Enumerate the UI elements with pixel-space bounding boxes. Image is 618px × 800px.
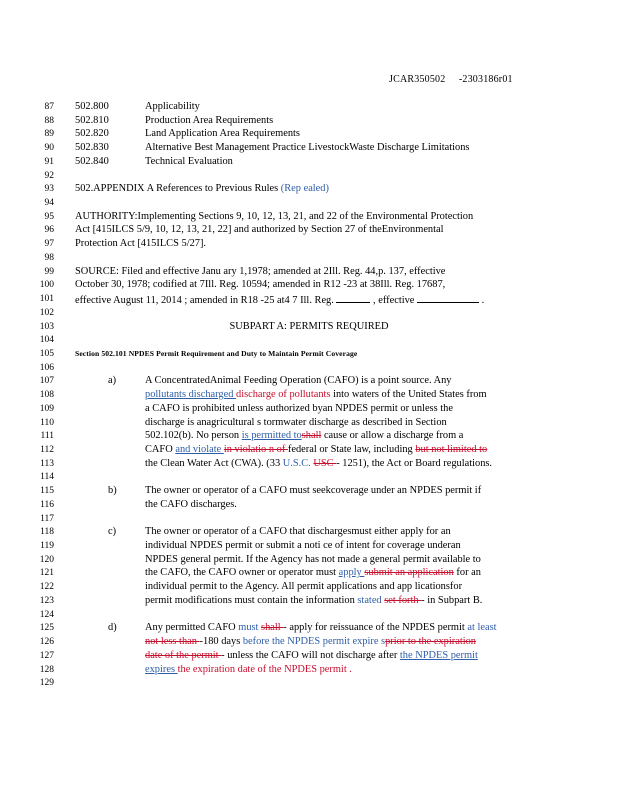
deleted-text: not less than [145,636,200,648]
section-title: Alternative Best Management Practice LivestockWaste Discharge Limitations [145,142,470,154]
line-number: 124 [39,609,54,620]
document-line [0,525,618,539]
line-number: 97 [44,239,54,250]
text-run: Protection Act [415ILCS 5/27]. [75,238,207,250]
line-number: 98 [44,252,54,263]
text-run: 502.800 [75,101,109,112]
line-number: 117 [40,513,54,524]
document-line [0,100,618,114]
deleted-text: prior to the expiration [385,636,477,648]
line-text [75,114,109,128]
text-run: - 1251), the Act or Board regulations. [336,457,493,469]
text-run: cause or allow a discharge from a [321,430,464,442]
line-text [145,594,482,608]
line-text [75,347,357,361]
line-number: 90 [44,143,54,154]
line-text [75,155,109,169]
document-line [0,155,618,169]
line-text [145,498,237,512]
text-run: NPDES general permit. If the Agency has not made a general permit available to [145,553,481,565]
line-text [145,402,453,416]
text-run: a CAFO is prohibited unless authorized byan NPDES permit or unless the [145,402,453,414]
line-text [145,539,461,553]
line-number: 111 [40,431,54,442]
text-run: for an [453,567,481,579]
blank-field [417,292,479,303]
line-number: 103 [39,321,54,332]
document-line [0,306,618,320]
line-number: 105 [39,348,54,359]
line-number: 106 [39,362,54,373]
line-text [75,127,109,141]
subsection-label: d) [108,622,117,634]
text-run: the CAFO discharges. [145,498,237,510]
document-line [0,553,618,567]
section-title: Production Area Requirements [145,114,274,126]
text-run: SOURCE: Filed and effective Janu ary 1,1978; amended at 2Ill. Reg. 44,p. 137, effective [75,265,446,277]
text-run: AUTHORITY:Implementing Sections 9, 10, 12, 13, 21, and 22 of the Environmental Protection [75,210,474,222]
text-run: before the NPDES permit expire s [242,636,386,648]
line-text [145,649,478,663]
text-run: must [238,622,262,634]
line-number: 96 [44,225,54,236]
document-line [0,443,618,457]
section-title: Applicability [145,101,200,112]
text-run: federal or State law, including [287,444,416,455]
text-run: A ConcentratedAnimal Feeding Operation (CAFO) is a point source. Any [145,375,452,387]
document-line [0,635,618,649]
deleted-text: but not limited to [415,444,488,455]
line-number: 120 [39,554,54,565]
line-text [75,320,543,334]
text-run: - in Subpart B. [421,594,483,606]
line-number: 127 [39,650,54,661]
document-line [0,127,618,141]
line-number: 110 [40,417,54,428]
line-number: 88 [44,115,54,126]
document-line [0,621,618,635]
text-run: , effective [370,295,417,307]
line-number: 129 [39,678,54,689]
text-run: SUBPART A: PERMITS REQUIRED [229,320,389,332]
inserted-text: the NPDES permit [399,649,478,661]
line-number: 118 [40,527,54,538]
document-line [0,580,618,594]
deleted-text: date of the permit [145,649,222,661]
inserted-text: pollutants discharged [145,389,236,401]
text-run: -180 days [199,636,243,648]
line-text [145,457,492,471]
document-line [0,608,618,622]
line-number: 102 [39,307,54,318]
line-number: 125 [39,623,54,634]
document-line [0,374,618,388]
document-line [0,457,618,471]
document-line [0,278,618,292]
deleted-text: USC [313,457,337,469]
subsection-label: c) [108,526,117,538]
text-run: - unless the CAFO will not discharge after [221,649,400,661]
line-text [75,265,445,279]
text-run: 502.820 [75,128,109,140]
document-line [0,210,618,224]
section-title: Land Application Area Requirements [145,128,300,140]
inserted-text: expires [145,663,178,675]
text-run: (Rep ealed) [280,183,329,195]
document-line [0,361,618,375]
line-number: 121 [39,568,54,579]
text-run: effective August 11, 2014 ; amended in R18 -25 at4 7 Ill. Reg. [75,295,337,307]
line-text [75,223,444,237]
text-run: CAFO [145,444,176,455]
document-line [0,470,618,484]
text-run: discharge of pollutants [236,389,331,401]
document-line [0,594,618,608]
line-text [75,182,329,196]
line-text [145,635,476,649]
line-text [145,429,463,443]
document-line [0,416,618,430]
document-line [0,388,618,402]
document-header [389,74,513,85]
line-text [145,374,451,388]
line-number: 101 [39,294,54,305]
document-line [0,114,618,128]
deleted-text: in violatio n of [223,444,288,455]
inserted-text: is permitted to [241,430,302,442]
header-revision: -2303186r01 [458,74,513,85]
text-run: October 30, 1978; codified at 7Ill. Reg. 10594; amended in R12 -23 at 38Ill. Reg. 17687, [75,279,446,291]
line-text [75,210,473,224]
text-run: the expiration date of the NPDES permit . [177,663,352,675]
subsection-label: a) [108,375,117,387]
line-number: 87 [44,102,54,112]
line-text [145,553,481,567]
deleted-text: submit an application [364,567,454,579]
text-run: 502.840 [75,155,109,167]
text-run: the Clean Water Act (CWA). (33 [145,457,283,469]
text-run: at least [467,622,497,634]
deleted-text: shall [261,622,284,634]
line-number: 122 [39,582,54,593]
subsection-label: b) [108,485,117,497]
document-line [0,320,618,334]
text-run: Act [415ILCS 5/9, 10, 12, 13, 21, 22] and authorized by Section 27 of theEnvironmental [75,224,444,236]
document-line [0,663,618,677]
line-number: 114 [40,472,54,483]
line-text [145,416,447,430]
document-line [0,676,618,690]
document-line [0,539,618,553]
line-text [75,278,445,292]
section-title: Technical Evaluation [145,155,233,167]
deleted-text: set forth [384,594,422,606]
text-run: individual NPDES permit or submit a noti ce of intent for coverage underan [145,540,461,552]
line-text [75,237,206,251]
text-run: The owner or operator of a CAFO must seekcoverage under an NPDES permit if [145,485,482,497]
document-line [0,566,618,580]
line-number: 95 [44,211,54,222]
text-run: Any permitted CAFO [145,622,239,634]
line-number: 91 [44,156,54,167]
text-run: individual permit to the Agency. All permit applications and app licationsfor [145,581,463,593]
line-number: 100 [39,280,54,291]
deleted-text: shall [301,430,322,442]
document-line [0,484,618,498]
line-text [145,663,352,677]
document-line [0,141,618,155]
text-run: 502.102(b). No person [145,430,242,442]
line-number: 109 [39,403,54,414]
line-text [145,388,487,402]
line-number: 126 [39,637,54,648]
line-number: 108 [39,390,54,401]
line-text [145,621,497,635]
line-number: 112 [40,445,54,455]
text-run: 502.APPENDIX A References to Previous Rules [75,183,281,195]
line-number: 113 [40,458,54,469]
inserted-text: apply [338,567,365,579]
text-run: - apply for reissuance of the NPDES permit [283,622,468,634]
document-line [0,512,618,526]
document-line [0,182,618,196]
text-run: into waters of the United States from [330,389,487,401]
line-text [145,580,462,594]
line-number: 93 [44,184,54,195]
text-run: discharge is anagricultural s tormwater discharge as described in Section [145,416,447,428]
blank-field [336,292,370,303]
line-number: 119 [40,541,54,552]
line-text [145,566,481,580]
line-text [145,484,481,498]
inserted-text: and violate [175,444,224,455]
text-run: the CAFO, the CAFO owner or operator must [145,567,339,579]
line-number: 116 [40,499,54,510]
line-text [75,141,109,155]
document-line [0,251,618,265]
text-run: . [479,295,485,307]
document-line [0,402,618,416]
text-run: The owner or operator of a CAFO that dischargesmust either apply for an [145,526,451,538]
document-line [0,223,618,237]
text-run: 502.830 [75,142,109,154]
line-number: 107 [39,376,54,387]
document-line [0,347,618,361]
line-text [145,443,487,457]
document-line [0,265,618,279]
line-number: 128 [39,664,54,675]
document-line [0,292,618,306]
text-run: permit modifications must contain the information [145,594,358,606]
document-line [0,429,618,443]
header-code: JCAR350502 [389,74,446,85]
line-number: 123 [39,595,54,606]
line-text [75,100,109,114]
document-line [0,649,618,663]
document-line [0,237,618,251]
text-run: stated [357,594,385,606]
document-line [0,498,618,512]
line-number: 89 [44,129,54,140]
document-line [0,333,618,347]
line-number: 92 [44,170,54,181]
line-number: 104 [39,335,54,346]
line-number: 94 [44,198,54,209]
line-number: 99 [44,266,54,277]
line-text [145,525,451,539]
line-number: 115 [40,486,54,497]
text-run: Section 502.101 NPDES Permit Requirement and Duty to Maintain Permit Coverage [75,348,358,358]
document-line [0,169,618,183]
text-run: U.S.C. [282,457,311,469]
text-run: 502.810 [75,114,109,126]
document-line [0,196,618,210]
